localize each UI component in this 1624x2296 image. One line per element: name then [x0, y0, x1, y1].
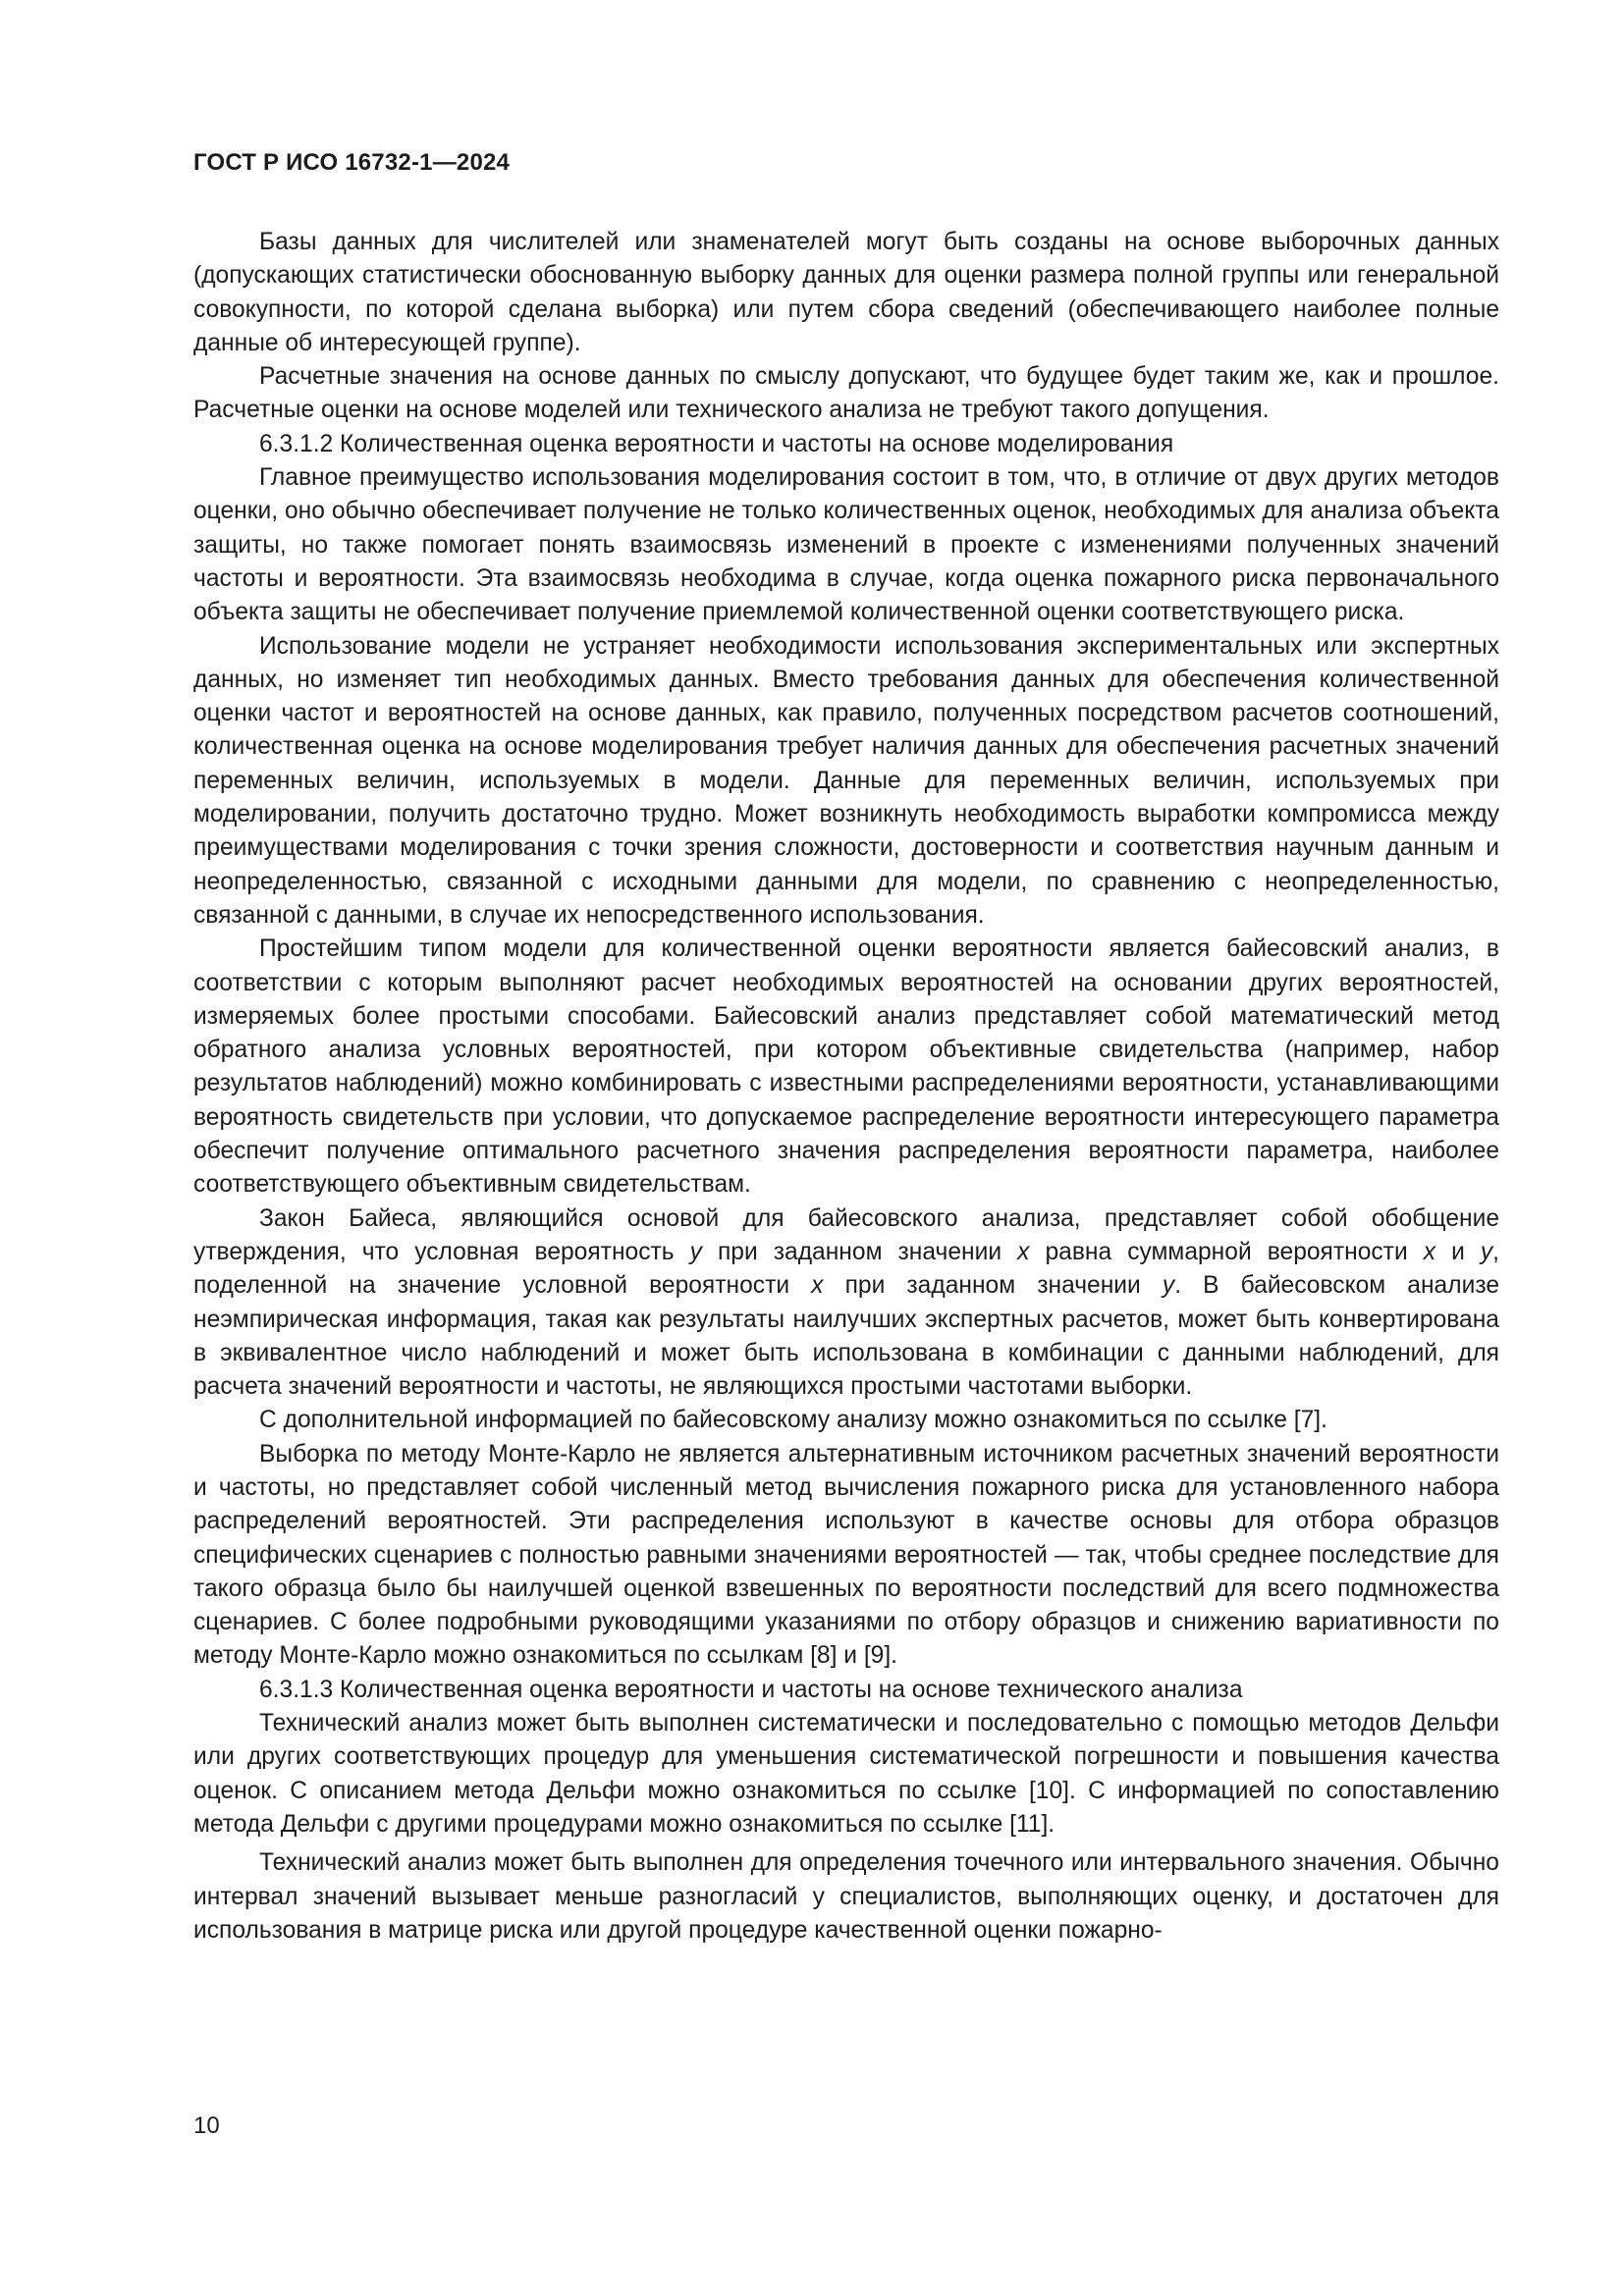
- paragraph-monte-carlo: Выборка по методу Монте-Карло не является альтернативным источником расчетных значений вероятности и частоты, но представляет собой численный метод вычисления пожарного риска для установленного набора распределений вероятностей. Эти распределения используют в качестве основы для отбора образцов специфических сценариев с полностью равными значениями вероятностей — так, чтобы среднее последствие для такого образца было бы наилучшей оценкой взвешенных по вероятности последствий для всего подмножества сценариев. С более подробными руководящими указаниями по отбору образцов и снижению вариативности по методу Монте-Карло можно ознакомиться по ссылкам [8] и [9].: [193, 1440, 1499, 1670]
- paragraph-bayesian-analysis: Простейшим типом модели для количественной оценки вероятности является байесовский анализ, в соответствии с которым выполняют расчет необходимых вероятностей на основании других вероятностей, измеряемых более простыми способами. Байесовский анализ представляет собой математический метод обратного анализа условных вероятностей, при котором объективные свидетельства (например, набор результатов наблюдений) можно комбинировать с известными распределениями вероятности, устанавливающими вероятность свидетельств при условии, что допускаемое распределение вероятности интересующего параметра обеспечит получение оптимального расчетного значения распределения вероятности параметра, наиболее соответствующего объективным свидетельствам.: [193, 935, 1499, 1199]
- paragraph-bayes-reference: С дополнительной информацией по байесовскому анализу можно ознакомиться по ссылке [7].: [259, 1407, 1327, 1434]
- paragraph-bayes-law: Закон Байеса, являющийся основой для байесовского анализа, представляет собой обобщение утверждения, что условная вероятность y при заданном значении x равна суммарной вероятности x и y, поделенной на значение условной вероятности x при заданном значении y. В байесовском анализе неэмпирическая информация, такая как результаты наилучших экспертных расчетов, может быть конвертирована в эквивалентное число наблюдений и может быть использована в комбинации с данными наблюдений, для расчета значений вероятности и частоты, не являющихся простыми частотами выборки.: [193, 1204, 1500, 1401]
- paragraph-delphi: Технический анализ может быть выполнен систематически и последовательно с помощью методов Дельфи или других соответствующих процедур для уменьшения систематической погрешности и повышения качества оценок. С описанием метода Дельфи можно ознакомиться по ссылке [10]. С информацией по сопоставлению метода Дельфи с другими процедурами можно ознакомиться по ссылке [11].: [193, 1710, 1499, 1838]
- paragraph-modeling-advantage: Главное преимущество использования моделирования состоит в том, что, в отличие от двух других методов оценки, оно обычно обеспечивает получение не только количественных оценок, необходимых для анализа объекта защиты, но также помогает понять взаимосвязь изменений в проекте с изменениями полученных значений частоты и вероятности. Эта взаимосвязь необходима в случае, когда оценка пожарного риска первоначального объекта защиты не обеспечивает получение приемлемой количественной оценки соответствующего риска.: [193, 464, 1499, 626]
- document-body: [193, 226, 1499, 1948]
- page-number: 10: [193, 2112, 220, 2139]
- paragraph-calculated-values: Расчетные значения на основе данных по смыслу допускают, что будущее будет таким же, как и прошлое. Расчетные оценки на основе моделей или технического анализа не требуют такого допущения.: [193, 363, 1499, 424]
- section-heading-6-3-1-3: 6.3.1.3 Количественная оценка вероятности и частоты на основе технического анализа: [259, 1676, 1243, 1703]
- paragraph-technical-analysis: Технический анализ может быть выполнен для определения точечного или интервального значения. Обычно интервал значений вызывает меньше разногласий у специалистов, выполняющих оценку, и достаточен для использования в матрице риска или другой процедуре качественной оценки пожарно-: [193, 1849, 1499, 1944]
- document-header: ГОСТ Р ИСО 16732-1—2024: [193, 149, 511, 176]
- section-heading-6-3-1-2: 6.3.1.2 Количественная оценка вероятности и частоты на основе моделирования: [259, 430, 1174, 457]
- paragraph-model-data: Использование модели не устраняет необходимости использования экспериментальных или экспертных данных, но изменяет тип необходимых данных. Вместо требования данных для обеспечения количественной оценки частот и вероятностей на основе данных, как правило, полученных посредством расчетов соотношений, количественная оценка на основе моделирования требует наличия данных для обеспечения расчетных значений переменных величин, используемых в модели. Данные для переменных величин, используемых при моделировании, получить достаточно трудно. Может возникнуть необходимость выработки компромисса между преимуществами моделирования с точки зрения сложности, достоверности и соответствия научным данным и неопределенностью, связанной с исходными данными для модели, по сравнению с неопределенностью, связанной с данными, в случае их непосредственного использования.: [193, 632, 1499, 929]
- paragraph-databases: Базы данных для числителей или знаменателей могут быть созданы на основе выборочных данных (допускающих статистически обоснованную выборку данных для оценки размера полной группы или генеральной совокупности, по которой сделана выборка) или путем сбора сведений (обеспечивающего наиболее полные данные об интересующей группе).: [193, 229, 1499, 356]
